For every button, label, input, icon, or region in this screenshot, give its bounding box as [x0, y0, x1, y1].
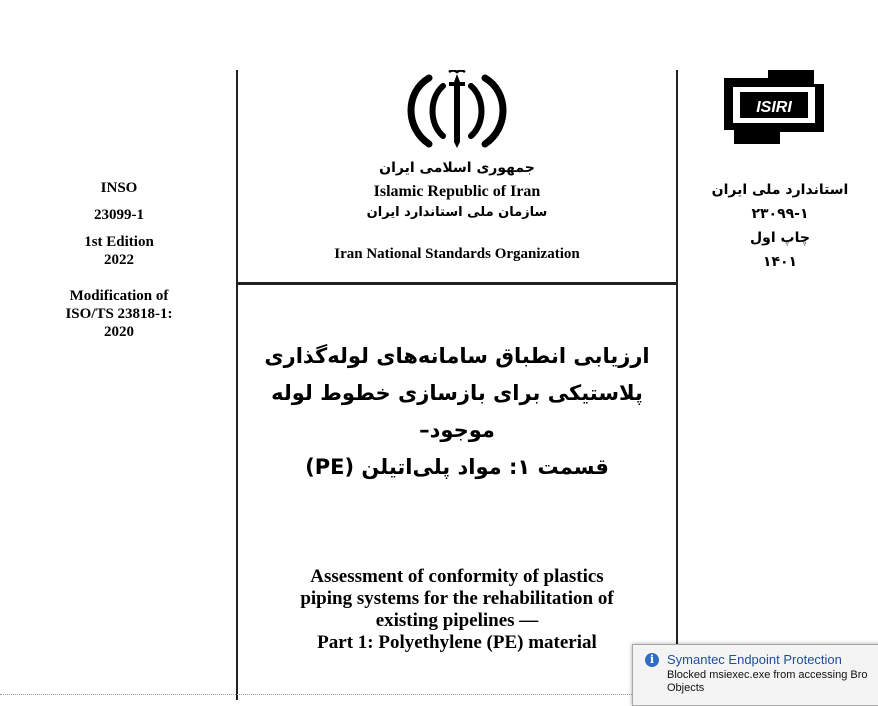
isiri-logo [720, 70, 828, 146]
republic-en: Islamic Republic of Iran [373, 183, 541, 200]
notification-body [667, 669, 868, 695]
info-icon: i [645, 653, 659, 667]
title-fa-line-4: قسمت ۱: مواد پلی‌اتیلن (PE) [305, 455, 609, 479]
national-standard-label-fa: استاندارد ملی ایران [711, 182, 849, 198]
title-fa-line-1: ارزیابی انطباق سامانه‌های لوله‌گذاری [264, 344, 650, 368]
page-bottom-edge [0, 694, 640, 698]
inso-label: INSO [100, 180, 138, 196]
standard-number-fa: ۲۳۰۹۹-۱ [751, 206, 809, 222]
title-en-line-3: existing pipelines — [375, 610, 539, 631]
title-fa-line-3: موجود– [419, 418, 495, 442]
org-fa: سازمان ملی استاندارد ایران [366, 205, 548, 220]
republic-fa: جمهوری اسلامی ایران [379, 160, 535, 176]
left-info-block [20, 179, 218, 341]
title-fa [237, 338, 677, 486]
org-en: Iran National Standards Organization [334, 246, 580, 262]
title-en-line-1: Assessment of conformity of plastics [310, 566, 604, 587]
modification-year: 2020 [104, 324, 134, 340]
title-en-line-2: piping systems for the rehabilitation of [300, 588, 614, 609]
logo-text: ISIRI [756, 99, 792, 116]
notification-line-1: Blocked msiexec.exe from accessing Bro [667, 669, 868, 681]
notification-title: Symantec Endpoint Protection [667, 652, 842, 667]
title-fa-line-2: پلاستیکی برای بازسازی خطوط لوله [271, 381, 643, 405]
edition-label-fa: چاپ اول [750, 230, 810, 246]
title-en [237, 566, 677, 654]
header-rule [236, 282, 678, 285]
edition-year-fa: ۱۴۰۱ [762, 254, 798, 270]
modification-ref: ISO/TS 23818-1: [65, 306, 173, 322]
security-notification[interactable] [632, 644, 878, 706]
modification-label: Modification of [69, 288, 169, 304]
iran-emblem-icon [399, 70, 515, 152]
right-info-block [690, 178, 870, 274]
standard-number: 23099-1 [94, 207, 144, 223]
notification-line-2: Objects [667, 682, 705, 694]
edition-label: 1st Edition [84, 234, 154, 250]
title-en-line-4: Part 1: Polyethylene (PE) material [317, 632, 597, 653]
edition-year: 2022 [104, 252, 134, 268]
